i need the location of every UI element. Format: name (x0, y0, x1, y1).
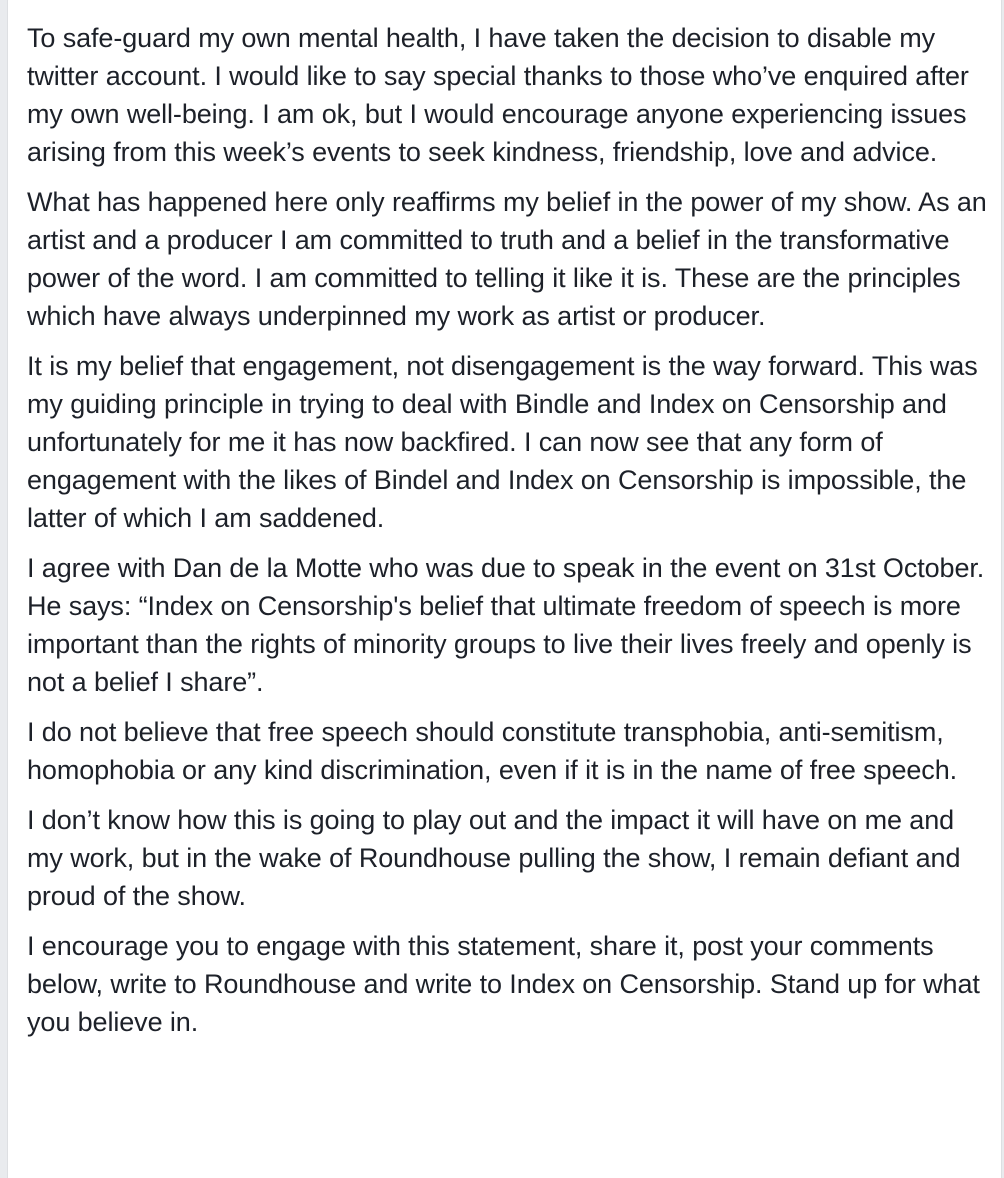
post-paragraph-5: I do not believe that free speech should constitute transphobia, anti-semitism, homophobia or any kind discrimination, even if it is in the name of free speech. (27, 717, 958, 785)
post-paragraph-2: What has happened here only reaffirms my belief in the power of my show. As an artist and a producer I am committed to truth and a belief in the transformative power of the word. I am committed to telling it like it is. These are the principles which have always underpinned my work as artist or producer. (27, 187, 987, 331)
post-paragraph-1: To safe-guard my own mental health, I have taken the decision to disable my twitter account. I would like to say special thanks to those who’ve enquired after my own well-being. I am ok, but I would encourage anyone experiencing issues arising from this week’s events to seek kindness, friendship, love and advice. (27, 23, 969, 167)
post-paragraph-6: I don’t know how this is going to play out and the impact it will have on me and my work, but in the wake of Roundhouse pulling the show, I remain defiant and proud of the show. (27, 805, 961, 911)
post-paragraph-3: It is my belief that engagement, not disengagement is the way forward. This was my guiding principle in trying to deal with Bindle and Index on Censorship and unfortunately for me it has now backfired. I can now see that any form of engagement with the likes of Bindel and Index on Censorship is impossible, the latter of which I am saddened. (27, 351, 978, 533)
post-paragraph-7: I encourage you to engage with this statement, share it, post your comments below, write to Roundhouse and write to Index on Censorship. Stand up for what you believe in. (27, 931, 980, 1037)
post-paragraph-4: I agree with Dan de la Motte who was due to speak in the event on 31st October. He says: “Index on Censorship's belief that ultimate freedom of speech is more important than the rights of minority groups to live their lives freely and openly is not a belief I share”. (27, 553, 985, 697)
post-body (27, 19, 997, 1053)
post-card (7, 0, 1002, 1178)
